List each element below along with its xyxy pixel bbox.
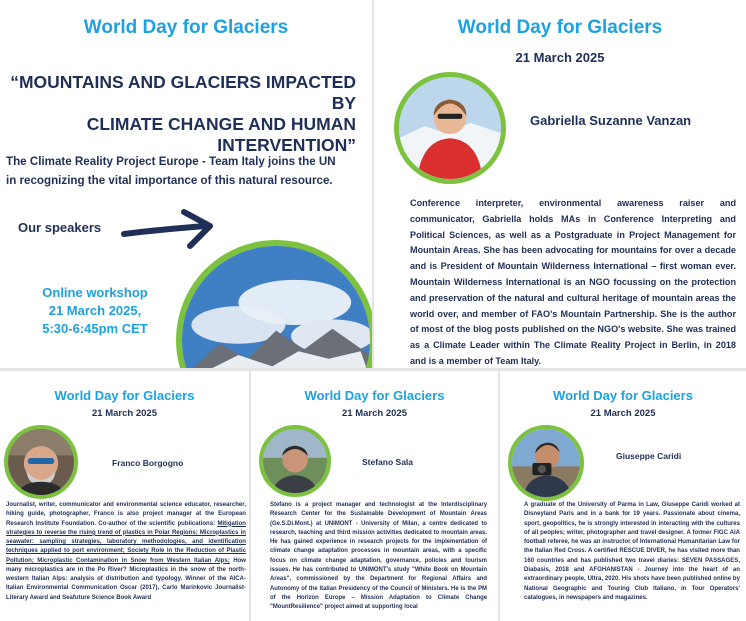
- headline-line-2: CLIMATE CHANGE AND HUMAN: [86, 114, 356, 134]
- speaker-photo: [394, 72, 506, 184]
- workshop-info: [20, 284, 170, 338]
- speaker-name: Franco Borgogno: [112, 458, 184, 468]
- panel-title: World Day for Glaciers: [54, 388, 195, 403]
- event-date: 21 March 2025: [590, 408, 656, 419]
- headline-line-1: “MOUNTAINS AND GLACIERS IMPACTED BY: [10, 72, 356, 113]
- speaker-bio: Conference interpreter, environmental awareness raiser and communicator, Gabriella holds MAs in Conference Interpreting and Political Sciences, as well as a Postgraduate in Project Management for Mountain Areas. She has been advocating for mountains for over a decade and is President of Mountain Wilderness International – first woman ever. Mountain Wilderness International is an NGO focussing on the protection and preservation of the natural and cultural heritage of mountain areas the world over, and member of FAO's Mountain Partnership. She is the author of most of the blog posts published on the NGO's website. She was trained as a Climate Leader within The Climate Reality Project in Berlin, in 2018 and is a member of Team Italy.: [410, 198, 736, 366]
- speaker-name: Giuseppe Caridi: [616, 451, 682, 461]
- subtitle-line-2: in recognizing the vital importance of this natural resource.: [6, 174, 333, 187]
- speakers-label: Our speakers: [18, 220, 102, 235]
- speaker-photo: [508, 425, 584, 501]
- speaker-photo: [259, 425, 331, 497]
- event-date: 21 March 2025: [92, 408, 157, 419]
- right-arrow-icon: [120, 208, 215, 252]
- panel-title: World Day for Glaciers: [457, 17, 663, 38]
- subtitle-line-1: The Climate Reality Project Europe - Team Italy joins the UN: [6, 155, 336, 168]
- panel-speaker-borgogno: [0, 371, 249, 621]
- headline-line-3: INTERVENTION”: [217, 135, 356, 155]
- workshop-line-3: 5:30-6:45pm CET: [42, 321, 148, 336]
- event-headline: [0, 72, 356, 156]
- speaker-bio: [6, 501, 246, 603]
- panel-title: World Day for Glaciers: [304, 388, 445, 403]
- workshop-line-1: Online workshop: [42, 285, 148, 300]
- event-subtitle: [6, 152, 372, 190]
- panel-title: World Day for Glaciers: [553, 388, 693, 403]
- panel-event-intro: [0, 0, 372, 368]
- speaker-name: Stefano Sala: [362, 457, 414, 467]
- event-date: 21 March 2025: [515, 50, 605, 65]
- glacier-photo: [176, 240, 372, 368]
- bio-rest: How many microplastics are in the Po River? Microplastics in the snow of the north-western Italian Alps: analysis of distribution and typology. Winner of the AICA-Italian Environmental Communication Oscar (2017), Carlo Marinkovic Journalist-Literary Award and Seafuture Science Book Award: [6, 557, 246, 601]
- speaker-photo: [4, 425, 78, 499]
- panel-title: World Day for Glaciers: [83, 17, 289, 38]
- speaker-name: Gabriella Suzanne Vanzan: [530, 113, 692, 128]
- workshop-line-2: 21 March 2025,: [48, 303, 142, 318]
- event-date: 21 March 2025: [342, 408, 407, 419]
- panel-speaker-caridi: [500, 371, 746, 621]
- panel-speaker-sala: [251, 371, 498, 621]
- bio-publications-link[interactable]: Mitigation strategies to reverse the rising trend of plastics in Polar Regions; Microplastics in seawater: sampling strategies, laboratory methodologies, and identification techniques applied to port environment; Society Role in the Reduction of Plastic Pollution; Microplastic Contamination in Snow from Western Italian Alps;: [6, 520, 246, 564]
- bio-intro: Journalist, writer, communicator and environmental science educator, researcher, hiking guide, photographer, Franco is also project manager at the European Research Institute Foundation. Co-author of the scientific publications:: [6, 502, 246, 527]
- speaker-bio: Stefano is a project manager and technologist at the Interdisciplinary Research Center for the Sustainable Development of Mountain Areas (Ge.S.Di.Mont.) at UNIMONT - University of Milan, a centre dedicated to research, teaching and third mission activities dedicated to mountain areas. He has gained experience in research projects for the implementation of climate change adaptation processes in mountain areas, with a specific focus on climate change adaptation, governance, policies and tourism issues. He has contributed to UNIMONT's study "White Book on Mountain Areas", commissioned by the Department for Regional Affairs and Autonomy of the Italian Presidency of the Council of Ministers. He is the PM of the Horizon Europe – Mission Adaptation to Climate Change "MountResilience" project aimed at supporting local: [270, 502, 487, 611]
- speaker-bio: A graduate of the University of Parma in Law, Giuseppe Caridi worked at Disneyland Paris and in a bank for 19 years. Passionate about cinema, sport, geopolitics, he is strongly interested in interacting with the cultures of all peoples; writer, photographer and travel designer. A former FIGC AIA football referee, he was an instructor of International Humanitarian Law for the Italian Red Cross. A certified RESCUE DIVER, he has visited more than 160 countries and has published two travel diaries: SEVEN PASSAGES, Diabasis, 2018 and AFGHANISTAN - Journey into the heart of an extraordinary people, Ultra, 2020. His shots have been published online by National Geographic and Touring Club Italiano, in Tour Operators' catalogues, in newspapers and magazines.: [524, 502, 740, 601]
- panel-speaker-vanzan: [374, 0, 746, 368]
